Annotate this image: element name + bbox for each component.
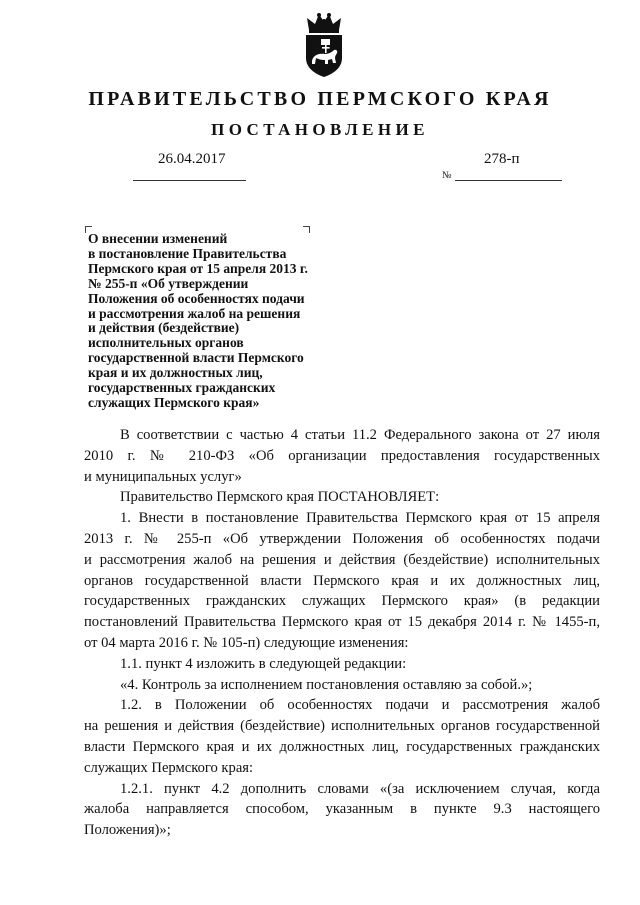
- body-line: государственных гражданских служащих Пермского края» (в редакции: [84, 593, 600, 610]
- body-line: В соответствии с частью 4 статьи 11.2 Федерального закона от 27 июля: [120, 427, 600, 443]
- subject-line: края и их должностных лиц,: [88, 365, 263, 381]
- date-underline: [133, 180, 246, 181]
- body-line: «4. Контроль за исполнением постановления оставляю за собой.»;: [120, 676, 533, 693]
- body-line: 1.1. пункт 4 изложить в следующей редакции:: [120, 655, 407, 672]
- subject-line: № 255-п «Об утверждении: [88, 275, 249, 291]
- document-number: 278-п: [484, 151, 520, 167]
- body-line: Правительство Пермского края ПОСТАНОВЛЯЕТ:: [120, 489, 440, 506]
- subject-line: Положения об особенностях подачи: [88, 290, 305, 306]
- body-line: и рассмотрения жалоб на решения и действия (бездействие) исполнительных: [84, 551, 600, 568]
- body-line: на решения и действия (бездействие) исполнительных органов государственной: [84, 718, 600, 735]
- subject-line: государственной власти Пермского: [88, 350, 304, 366]
- document-type-title: ПОСТАНОВЛЕНИЕ: [211, 120, 429, 139]
- number-underline: [455, 180, 562, 181]
- number-sign: №: [442, 170, 452, 181]
- body-line: и муниципальных услуг»: [84, 468, 242, 485]
- subject-line: и действия (бездействие): [88, 320, 240, 336]
- body-line: от 04 марта 2016 г. № 105-п) следующие изменения:: [84, 634, 409, 651]
- body-line: 1. Внести в постановление Правительства Пермского края от 15 апреля: [120, 510, 600, 527]
- government-title: ПРАВИТЕЛЬСТВО ПЕРМСКОГО КРАЯ: [88, 88, 552, 110]
- document-subject: [88, 232, 338, 411]
- document-body: [84, 425, 600, 841]
- body-line: постановлений Правительства Пермского края от 15 декабря 2014 г. № 1455-п,: [84, 614, 600, 631]
- body-line: служащих Пермского края:: [84, 759, 254, 776]
- body-line: жалоба направляется способом, указанным в пункте 9.3 настоящего: [84, 801, 600, 818]
- body-line: власти Пермского края и их должностных лиц, государственных гражданских: [84, 738, 600, 755]
- subject-line: государственных гражданских: [88, 380, 276, 396]
- body-line: органов государственной власти Пермского края и их должностных лиц,: [84, 572, 600, 589]
- coat-of-arms-emblem: [301, 12, 347, 78]
- subject-line: Пермского края от 15 апреля 2013 г.: [88, 260, 308, 276]
- subject-line: в постановление Правительства: [88, 245, 287, 261]
- subject-line: О внесении изменений: [88, 231, 228, 246]
- body-line: 2010 г. № 210-ФЗ «Об организации предоставления государственных: [84, 447, 600, 464]
- body-line: 1.2. в Положении об особенностях подачи и рассмотрения жалоб: [120, 697, 600, 714]
- document-date: 26.04.2017: [158, 151, 226, 167]
- body-line: 2013 г. № 255-п «Об утверждении Положения об особенностях подачи: [84, 530, 600, 547]
- subject-line: служащих Пермского края»: [88, 394, 260, 410]
- body-line: 1.2.1. пункт 4.2 дополнить словами «(за исключением случая, когда: [120, 780, 600, 797]
- body-line: Положения)»;: [84, 822, 171, 839]
- subject-line: исполнительных органов: [88, 335, 244, 351]
- subject-line: и рассмотрения жалоб на решения: [88, 305, 301, 321]
